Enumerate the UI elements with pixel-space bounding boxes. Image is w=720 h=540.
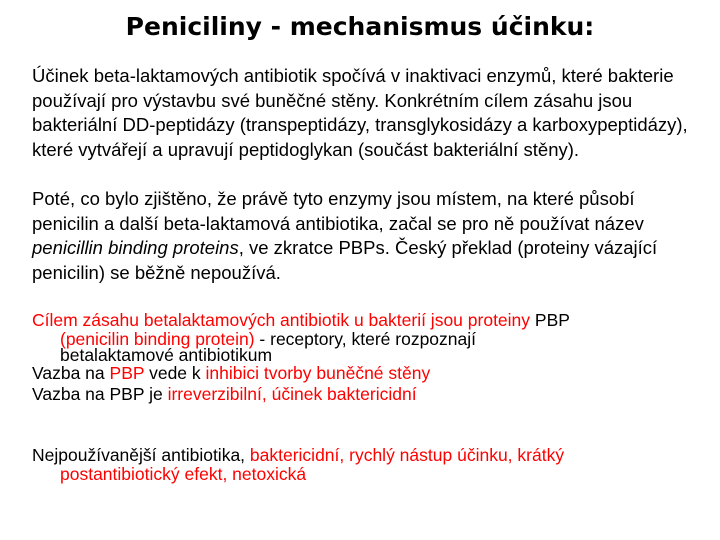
bactericidal-red: irreverzibilní, účinek baktericidní bbox=[167, 384, 417, 404]
irreversibility-prefix: Vazba na PBP je bbox=[32, 384, 168, 404]
mechanism-paragraph: Účinek beta-laktamových antibiotik spočívá v inaktivaci enzymů, které bakterie používají pro výstavbu své buněčné stěny. Konkrétním cílem zásahu jsou bakteriální DD-peptidázy (transpeptidázy, transglykosidázy a karboxypeptidázy), které vytvářejí a upravují peptidoglykan (součást bakteriální stěny). bbox=[32, 65, 688, 160]
usage-block bbox=[32, 445, 692, 482]
page-title: Peniciliny - mechanismus účinku: bbox=[125, 12, 595, 41]
pbp-naming-text: Poté, co bylo zjištěno, že právě tyto enzymy jsou místem, na které působí penicilin a další beta-laktamová antibiotika, začal se pro ně používat název bbox=[32, 188, 644, 234]
pbp-receptor-text: - receptory, které rozpoznají bbox=[254, 329, 476, 349]
binding-effect-line bbox=[32, 363, 692, 384]
pbp-naming-text-end: , ve zkratce PBPs. Český překlad (proteiny vázající penicilin) se běžně nepoužívá. bbox=[32, 237, 658, 283]
usage-properties-line-2: postantibiotický efekt, netoxická bbox=[60, 464, 307, 484]
usage-line bbox=[32, 445, 692, 466]
irreversibility-line bbox=[32, 384, 692, 405]
target-line bbox=[32, 310, 692, 331]
usage-properties-red: baktericidní, rychlý nástup účinku, krátký bbox=[249, 445, 565, 465]
binding-prefix: Vazba na bbox=[32, 363, 110, 383]
pbp-expansion-red: (penicilin binding protein) bbox=[60, 329, 255, 349]
binding-verb: vede k bbox=[144, 363, 206, 383]
usage-prefix: Nejpoužívanější antibiotika, bbox=[32, 445, 250, 465]
pbp-term-italic: penicillin binding proteins bbox=[32, 237, 239, 258]
inhibition-red: inhibici tvorby buněčné stěny bbox=[205, 363, 431, 383]
pbp-summary-block bbox=[32, 310, 692, 405]
pbp-definition-line-2 bbox=[32, 347, 692, 363]
pbp-naming-paragraph bbox=[32, 187, 692, 285]
target-text-black: PBP bbox=[530, 310, 570, 330]
pbp-red: PBP bbox=[109, 363, 145, 383]
target-text-red: Cílem zásahu betalaktamových antibiotik u bakterií jsou proteiny bbox=[32, 310, 531, 330]
antibiotic-text: betalaktamové antibiotikum bbox=[60, 345, 273, 365]
